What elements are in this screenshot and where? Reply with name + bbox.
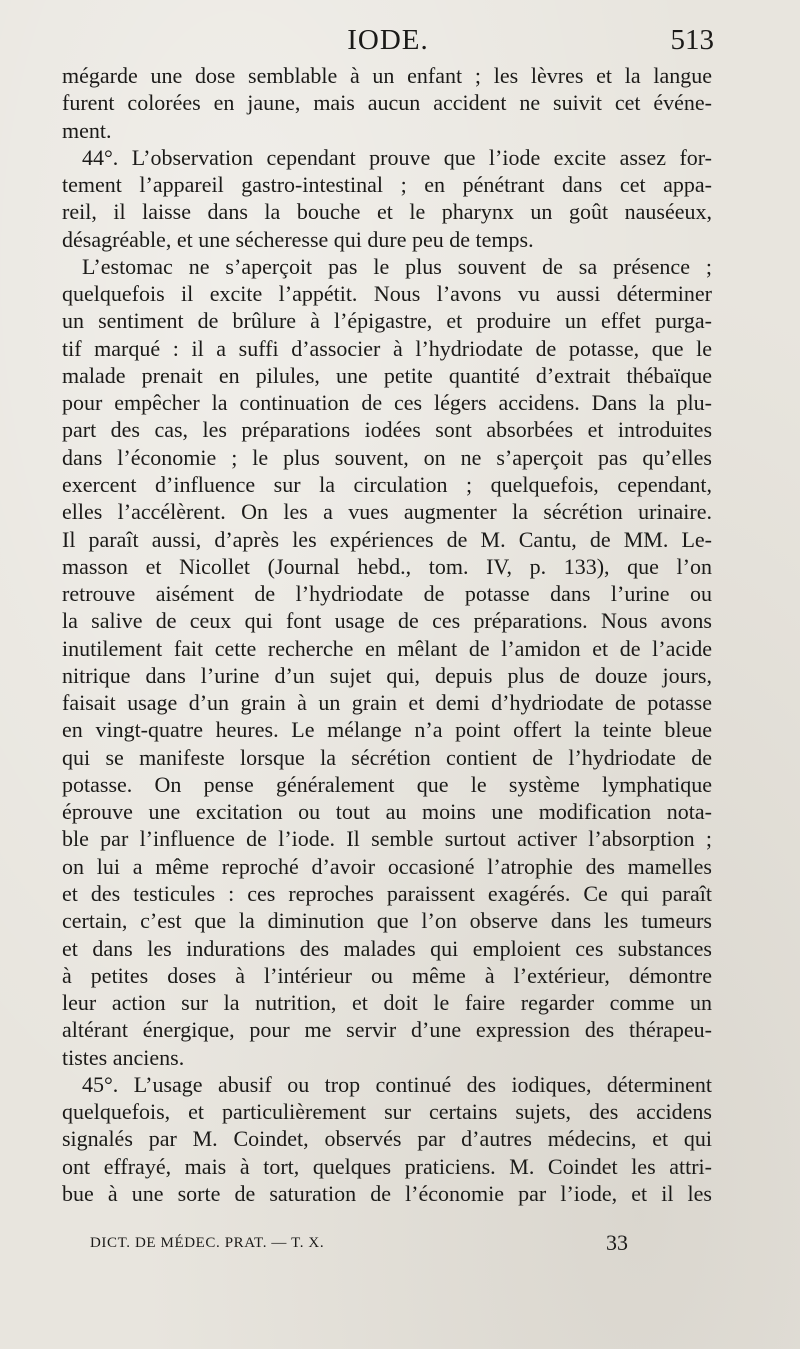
- body-text: [62, 62, 712, 1207]
- text-line: tistes anciens.: [62, 1044, 185, 1070]
- sheet-number: 33: [606, 1230, 628, 1255]
- text-line: potasse. On pense généralement que le système lymphatique: [62, 771, 712, 797]
- text-line: retrouve aisément de l’hydriodate de potasse dans l’urine ou: [62, 581, 712, 607]
- running-head: [62, 24, 714, 56]
- text-line: bue à une sorte de saturation de l’économie par l’iode, et il les: [62, 1180, 712, 1206]
- page-footer: [90, 1230, 650, 1259]
- text-line: exercent d’influence sur la circulation ; quelquefois, cependant,: [62, 471, 712, 497]
- text-line: dans l’économie ; le plus souvent, on ne s’aperçoit pas qu’elles: [62, 444, 712, 470]
- text-line: 44°. L’observation cependant prouve que l’iode excite assez for-: [82, 144, 712, 170]
- text-line: un sentiment de brûlure à l’épigastre, et produire un effet purga-: [62, 308, 712, 334]
- text-line: malade prenait en pilules, une petite quantité d’extrait thébaïque: [62, 362, 712, 388]
- text-line: masson et Nicollet (Journal hebd., tom. IV, p. 133), que l’on: [62, 553, 712, 579]
- text-line: et des testicules : ces reproches paraissent exagérés. Ce qui paraît: [62, 880, 712, 906]
- text-line: la salive de ceux qui font usage de ces préparations. Nous avons: [62, 608, 712, 634]
- text-line: Il paraît aussi, d’après les expériences de M. Cantu, de MM. Le-: [62, 526, 712, 552]
- text-line: quelquefois, et particulièrement sur certains sujets, des accidens: [62, 1099, 712, 1125]
- text-line: certain, c’est que la diminution que l’on observe dans les tumeurs: [62, 908, 712, 934]
- text-line: qui se manifeste lorsque la sécrétion contient de l’hydriodate de: [62, 744, 712, 770]
- text-line: reil, il laisse dans la bouche et le pharynx un goût nauséeux,: [62, 199, 712, 225]
- text-line: signalés par M. Coindet, observés par d’autres médecins, et qui: [62, 1126, 712, 1152]
- text-line: nitrique dans l’urine d’un sujet qui, depuis plus de douze jours,: [62, 662, 712, 688]
- text-line: mégarde une dose semblable à un enfant ; les lèvres et la langue: [62, 63, 712, 88]
- text-line: pour empêcher la continuation de ces légers accidens. Dans la plu-: [62, 390, 712, 416]
- text-line: L’estomac ne s’aperçoit pas le plus souvent de sa présence ;: [82, 253, 712, 279]
- text-line: désagréable, et une sécheresse qui dure peu de temps.: [62, 226, 534, 252]
- printer-signature: DICT. DE MÉDEC. PRAT. — T. X.: [90, 1235, 325, 1251]
- text-line: en vingt-quatre heures. Le mélange n’a point offert la teinte bleue: [62, 717, 712, 743]
- text-line: leur action sur la nutrition, et doit le faire regarder comme un: [62, 990, 712, 1016]
- text-line: furent colorées en jaune, mais aucun accident ne suivit cet événe-: [62, 90, 712, 116]
- text-line: faisait usage d’un grain à un grain et demi d’hydriodate de potasse: [62, 690, 712, 716]
- text-line: altérant énergique, pour me servir d’une expression des thérapeu-: [62, 1017, 712, 1043]
- text-line: ment.: [62, 117, 112, 143]
- text-line: on lui a même reproché d’avoir occasioné l’atrophie des mamelles: [62, 853, 712, 879]
- text-line: éprouve une excitation ou tout au moins une modification nota-: [62, 799, 712, 825]
- text-line: à petites doses à l’intérieur ou même à l’extérieur, démontre: [62, 962, 712, 988]
- running-title: IODE.: [347, 24, 429, 56]
- text-line: inutilement fait cette recherche en mêlant de l’amidon et de l’acide: [62, 635, 712, 661]
- text-line: quelquefois il excite l’appétit. Nous l’avons vu aussi déterminer: [62, 281, 712, 307]
- text-line: part des cas, les préparations iodées sont absorbées et introduites: [62, 417, 712, 443]
- text-line: tif marqué : il a suffi d’associer à l’hydriodate de potasse, que le: [62, 335, 712, 361]
- page-number: 513: [670, 24, 714, 56]
- text-line: ont effrayé, mais à tort, quelques praticiens. M. Coindet les attri-: [62, 1153, 712, 1179]
- text-line: et dans les indurations des malades qui emploient ces substances: [62, 935, 712, 961]
- text-line: elles l’accélèrent. On les a vues augmenter la sécrétion urinaire.: [62, 499, 712, 525]
- text-line: ble par l’influence de l’iode. Il semble surtout activer l’absorption ;: [62, 826, 712, 852]
- text-line: tement l’appareil gastro-intestinal ; en pénétrant dans cet appa-: [62, 172, 712, 198]
- text-line: 45°. L’usage abusif ou trop continué des iodiques, déterminent: [82, 1071, 712, 1097]
